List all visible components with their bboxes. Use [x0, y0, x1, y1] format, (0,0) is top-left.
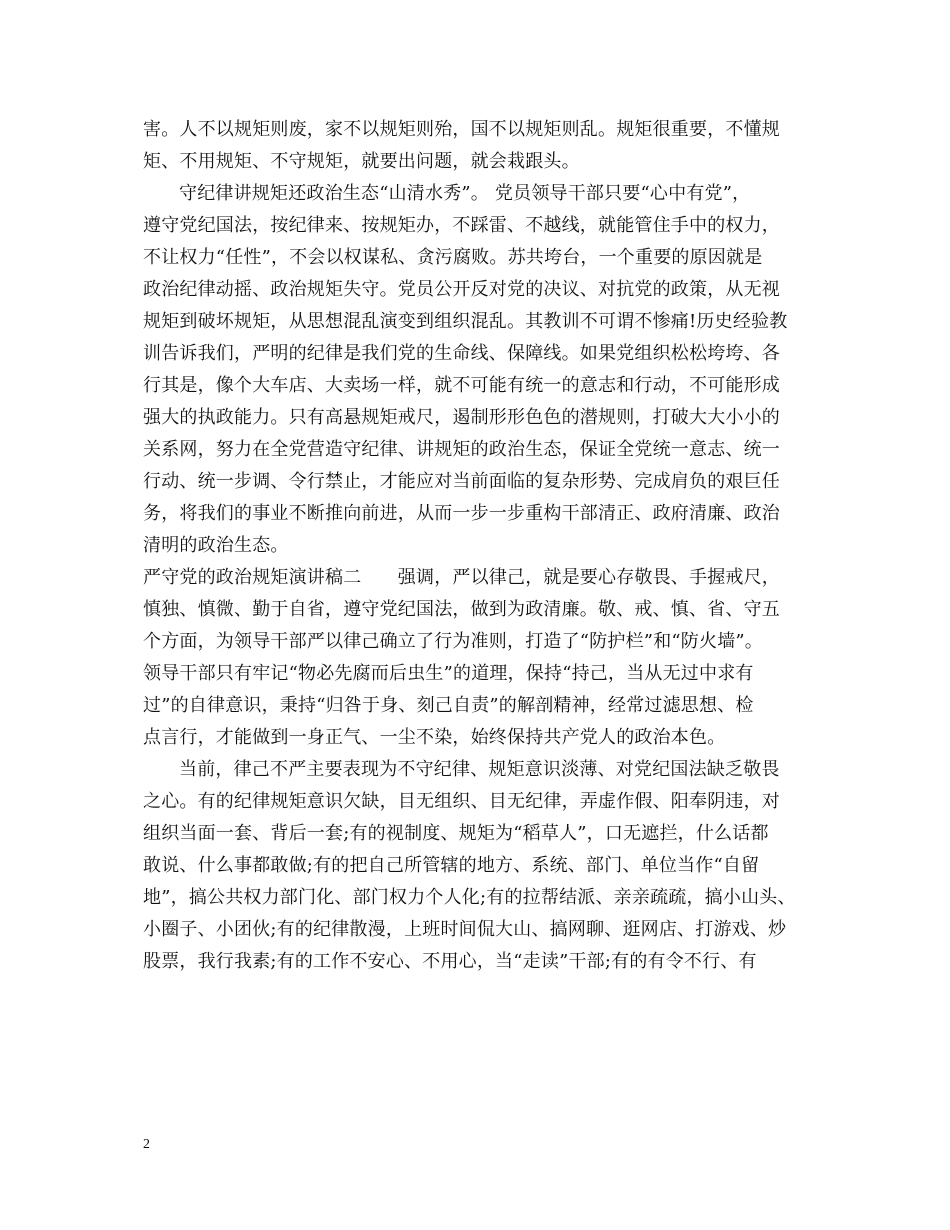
text-line: 敢说、什么事都敢做;有的把自己所管辖的地方、系统、部门、单位当作“自留 [143, 855, 760, 876]
text-line: 小圈子、小团伙;有的纪律散漫，上班时间侃大山、搞网聊、逛网店、打游戏、炒 [143, 919, 787, 940]
text-line: 过”的自律意识，秉持“归咎于身、刻己自责”的解剖精神，经常过滤思想、检 [143, 695, 754, 716]
text-line: 点言行，才能做到一身正气、一尘不染，始终保持共产党人的政治本色。 [143, 727, 726, 748]
text-line: 领导干部只有牢记“物必先腐而后虫生”的道理，保持“持己，当从无过中求有 [143, 663, 754, 684]
text-line: 害。人不以规矩则废，家不以规矩则殆，国不以规矩则乱。规矩很重要，不懂规 [143, 119, 780, 140]
page-number: 2 [143, 1137, 150, 1152]
section-heading-line: 严守党的政治规矩演讲稿二 强调，严以律己，就是要心存敬畏、手握戒尺， [143, 567, 780, 588]
text-line: 地”，搞公共权力部门化、部门权力个人化;有的拉帮结派、亲亲疏疏，搞小山头、 [143, 887, 796, 908]
text-line: 清明的政治生态。 [143, 535, 289, 556]
text-line: 行动、统一步调、令行禁止，才能应对当前面临的复杂形势、完成肩负的艰巨任 [143, 471, 780, 492]
text-line: 股票，我行我素;有的工作不安心、不用心，当“走读”干部;有的有令不行、有 [143, 951, 757, 972]
text-line: 训告诉我们，严明的纪律是我们党的生命线、保障线。如果党组织松松垮垮、各 [143, 343, 780, 364]
text-line: 强大的执政能力。只有高悬规矩戒尺，遏制形形色色的潜规则，打破大大小小的 [143, 407, 780, 428]
paragraph-start-line: 当前，律己不严主要表现为不守纪律、规矩意识淡薄、对党纪国法缺乏敬畏 [179, 759, 780, 780]
text-line: 关系网，努力在全党营造守纪律、讲规矩的政治生态，保证全党统一意志、统一 [143, 439, 780, 460]
text-line: 务，将我们的事业不断推向前进，从而一步一步重构干部清正、政府清廉、政治 [143, 503, 780, 524]
text-line: 慎独、慎微、勤于自省，遵守党纪国法，做到为政清廉。敬、戒、慎、省、守五 [143, 599, 780, 620]
text-line: 之心。有的纪律规矩意识欠缺，目无组织、目无纪律，弄虚作假、阳奉阴违，对 [143, 791, 780, 812]
text-line: 政治纪律动摇、政治规矩失守。党员公开反对党的决议、对抗党的政策，从无视 [143, 279, 780, 300]
text-line: 行其是，像个大车店、大卖场一样，就不可能有统一的意志和行动，不可能形成 [143, 375, 780, 396]
text-line: 遵守党纪国法，按纪律来、按规矩办，不踩雷、不越线，就能管住手中的权力， [143, 215, 780, 236]
text-line: 规矩到破坏规矩，从思想混乱演变到组织混乱。其教训不可谓不惨痛!历史经验教 [143, 311, 788, 332]
text-line: 个方面，为领导干部严以律己确立了行为准则，打造了“防护栏”和“防火墙”。 [143, 631, 764, 652]
text-line: 组织当面一套、背后一套;有的视制度、规矩为“稻草人”，口无遮拦，什么话都 [143, 823, 769, 844]
text-line: 矩、不用规矩、不守规矩，就要出问题，就会栽跟头。 [143, 151, 580, 172]
body-text [143, 114, 823, 978]
paragraph-start-line: 守纪律讲规矩还政治生态“山清水秀”。 党员领导干部只要“心中有党”， [179, 183, 751, 204]
text-line: 不让权力“任性”，不会以权谋私、贪污腐败。苏共垮台，一个重要的原因就是 [143, 247, 763, 268]
